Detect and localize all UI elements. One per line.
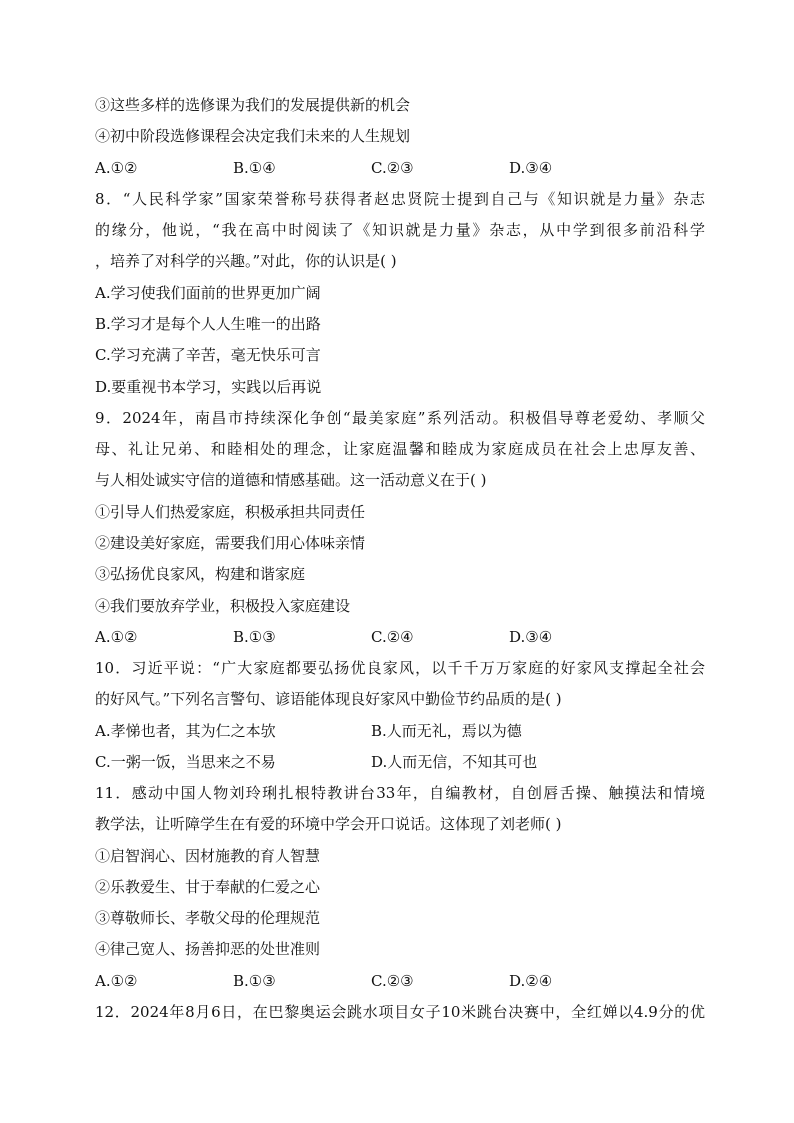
q11-statement-4: ④律己宽人、扬善抑恶的处世准则 (95, 940, 321, 958)
q8-stem-line-2: 的缘分，他说，“我在高中时阅读了《知识就是力量》杂志，从中学到很多前沿科学 (95, 221, 705, 239)
q11-option-b[interactable]: B.①③ (233, 972, 276, 990)
q9-stem-line-2: 母、礼让兄弟、和睦相处的理念，让家庭温馨和睦成为家庭成员在社会上忠厚友善、 (95, 440, 705, 458)
q9-stem-line-1: 9．2024年，南昌市持续深化争创“最美家庭”系列活动。积极倡导尊老爱幼、孝顺父 (95, 409, 705, 427)
q10-options-row-2 (95, 751, 705, 773)
q9-statement-1: ①引导人们热爱家庭，积极承担共同责任 (95, 503, 366, 521)
q7-statement-3: ③这些多样的选修课为我们的发展提供新的机会 (95, 96, 411, 114)
q8-stem-line-3: ，培养了对科学的兴趣。”对此，你的认识是( ) (95, 252, 397, 270)
q7-statement-4: ④初中阶段选修课程会决定我们未来的人生规划 (95, 127, 411, 145)
q10-stem-line-2: 的好风气。”下列名言警句、谚语能体现良好家风中勤俭节约品质的是( ) (95, 690, 562, 708)
q8-option-b[interactable]: B.学习才是每个人人生唯一的出路 (95, 315, 321, 333)
q9-statement-3: ③弘扬优良家风，构建和谐家庭 (95, 565, 306, 583)
q11-options (95, 970, 705, 992)
q12-stem-line-1: 12．2024年8月6日，在巴黎奥运会跳水项目女子10米跳台决赛中，全红婵以4.9分的优 (95, 1003, 705, 1021)
q11-statement-2: ②乐教爱生、甘于奉献的仁爱之心 (95, 878, 321, 896)
q7-option-c[interactable]: C.②③ (371, 159, 414, 177)
q10-stem-line-1: 10．习近平说：“广大家庭都要弘扬优良家风，以千千万万家庭的好家风支撑起全社会 (95, 659, 705, 677)
q9-option-a[interactable]: A.①② (95, 628, 138, 646)
q11-stem-line-2: 教学法，让听障学生在有爱的环境中学会开口说话。这体现了刘老师( ) (95, 815, 562, 833)
q10-option-a[interactable]: A.孝悌也者，其为仁之本欤 (95, 722, 276, 740)
q11-statement-3: ③尊敬师长、孝敬父母的伦理规范 (95, 909, 321, 927)
q10-option-d[interactable]: D.人而无信，不知其可也 (371, 753, 538, 771)
q9-options (95, 626, 705, 648)
q10-options-row-1 (95, 720, 705, 742)
q7-options (95, 157, 705, 179)
q11-option-d[interactable]: D.②④ (509, 972, 553, 990)
q10-option-c[interactable]: C.一粥一饭，当思来之不易 (95, 753, 276, 771)
q9-option-b[interactable]: B.①③ (233, 628, 276, 646)
q7-option-d[interactable]: D.③④ (509, 159, 553, 177)
q11-option-a[interactable]: A.①② (95, 972, 138, 990)
q9-option-c[interactable]: C.②④ (371, 628, 414, 646)
q9-stem-line-3: 与人相处诚实守信的道德和情感基础。这一活动意义在于( ) (95, 471, 487, 489)
q8-option-d[interactable]: D.要重视书本学习，实践以后再说 (95, 378, 322, 396)
q9-statement-2: ②建设美好家庭，需要我们用心体味亲情 (95, 534, 366, 552)
q8-stem-line-1: 8．“人民科学家”国家荣誉称号获得者赵忠贤院士提到自己与《知识就是力量》杂志 (95, 190, 705, 208)
q7-option-a[interactable]: A.①② (95, 159, 138, 177)
q8-option-c[interactable]: C.学习充满了辛苦，毫无快乐可言 (95, 346, 321, 364)
q9-statement-4: ④我们要放弃学业，积极投入家庭建设 (95, 597, 351, 615)
q11-option-c[interactable]: C.②③ (371, 972, 414, 990)
q9-option-d[interactable]: D.③④ (509, 628, 553, 646)
q11-stem-line-1: 11．感动中国人物刘玲琍扎根特教讲台33年，自编教材，自创唇舌操、触摸法和情境 (95, 784, 705, 802)
q11-statement-1: ①启智润心、因材施教的育人智慧 (95, 847, 321, 865)
q8-option-a[interactable]: A.学习使我们面前的世界更加广阔 (95, 284, 321, 302)
q10-option-b[interactable]: B.人而无礼，焉以为德 (371, 722, 522, 740)
q7-option-b[interactable]: B.①④ (233, 159, 276, 177)
